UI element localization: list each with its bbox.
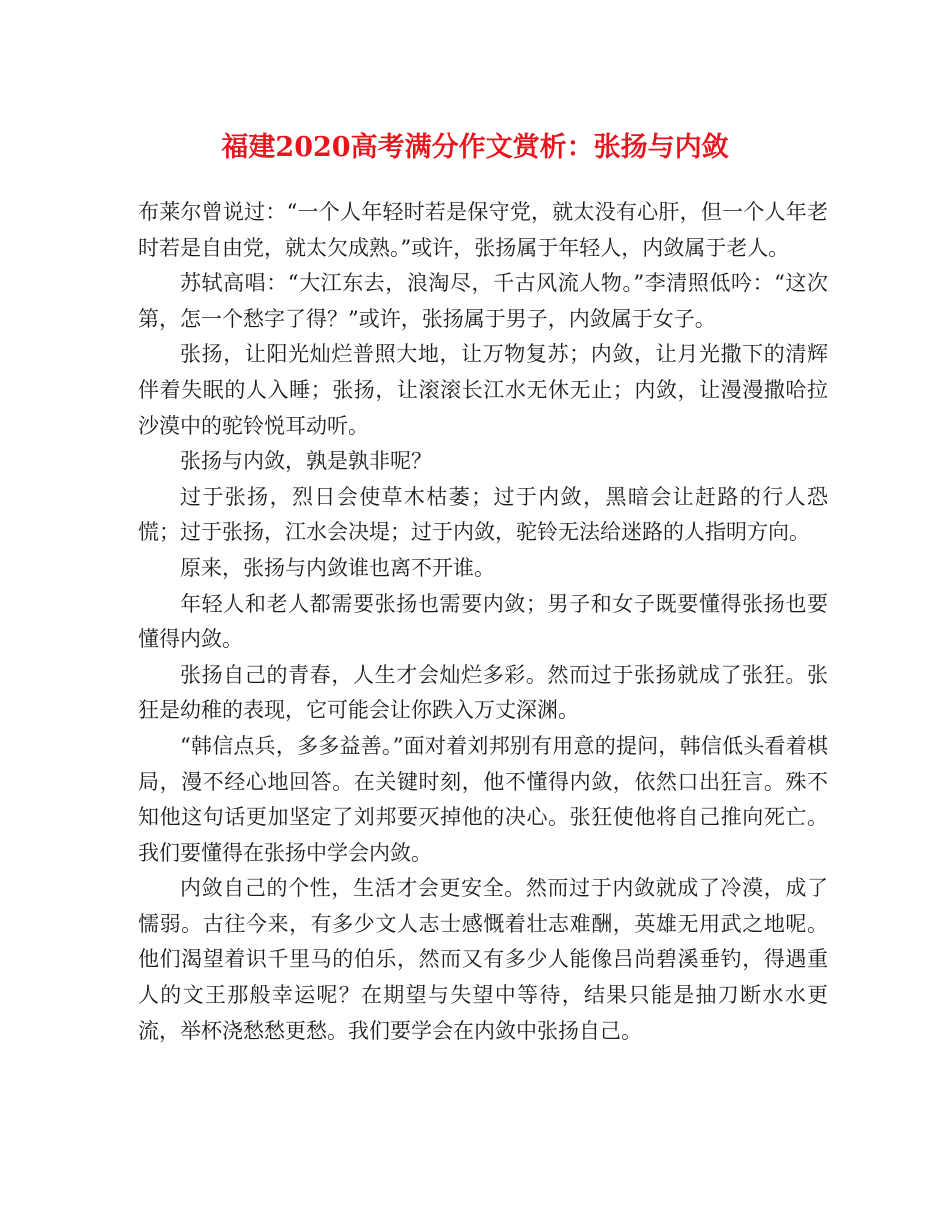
paragraph: 张扬自己的青春，人生才会灿烂多彩。然而过于张扬就成了张狂。张狂是幼稚的表现，它可能会让你跌入万丈深渊。 (138, 662, 828, 723)
paragraph: 张扬与内敛，孰是孰非呢？ (180, 449, 432, 474)
paragraph: 张扬，让阳光灿烂普照大地，让万物复苏；内敛，让月光撒下的清辉伴着失眠的人入睡；张扬，让滚滚长江水无休无止；内敛，让漫漫撒哈拉沙漠中的驼铃悦耳动听。 (138, 342, 828, 438)
paragraph: 原来，张扬与内敛谁也离不开谁。 (180, 555, 495, 580)
page-title: 福建2020高考满分作文赏析：张扬与内敛 (221, 132, 729, 163)
paragraph: 布莱尔曾说过：“一个人年轻时若是保守党，就太没有心肝，但一个人年老时若是自由党，就太欠成熟。”或许，张扬属于年轻人，内敛属于老人。 (138, 200, 828, 260)
paragraph: “韩信点兵，多多益善。”面对着刘邦别有用意的提问，韩信低头看着棋局，漫不经心地回答。在关键时刻，他不懂得内敛，依然口出狂言。殊不知他这句话更加坚定了刘邦要灭掉他的决心。张狂使他将自己推向死亡。我们要懂得在张扬中学会内敛。 (138, 733, 828, 865)
paragraph: 年轻人和老人都需要张扬也需要内敛；男子和女子既要懂得张扬也要懂得内敛。 (138, 591, 828, 652)
paragraph: 内敛自己的个性，生活才会更安全。然而过于内敛就成了冷漠，成了懦弱。古往今来，有多少文人志士感慨着壮志难酬，英雄无用武之地呢。他们渴望着识千里马的伯乐，然而又有多少人能像吕尚碧溪垂钓，得遇重人的文王那般幸运呢？在期望与失望中等待，结果只能是抽刀断水水更流，举杯浇愁愁更愁。我们要学会在内敛中张扬自己。 (138, 876, 828, 1043)
paragraph: 苏轼高唱：“大江东去，浪淘尽，千古风流人物。”李清照低吟：“这次第，怎一个愁字了得？”或许，张扬属于男子，内敛属于女子。 (138, 271, 828, 331)
article-body (138, 195, 828, 1049)
paragraph: 过于张扬，烈日会使草木枯萎；过于内敛，黑暗会让赶路的行人恐慌；过于张扬，江水会决堤；过于内敛，驼铃无法给迷路的人指明方向。 (138, 484, 828, 545)
